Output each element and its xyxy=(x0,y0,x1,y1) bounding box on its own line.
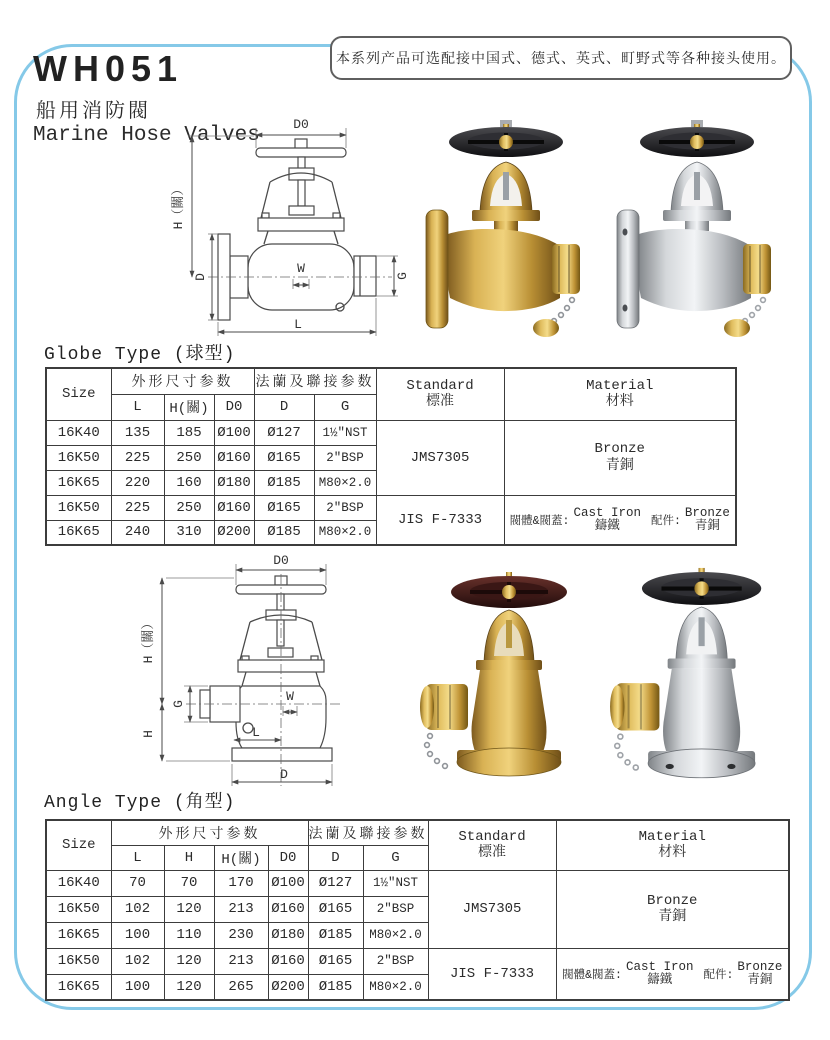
col-header-g: G xyxy=(314,394,376,420)
cell: Ø100 xyxy=(214,420,254,445)
cell: 225 xyxy=(111,495,164,520)
col-header-material: Material 材料 xyxy=(504,368,736,420)
cell: 2″BSP xyxy=(314,445,376,470)
angle-spec-table xyxy=(45,819,790,1001)
cell: Ø185 xyxy=(254,470,314,495)
cell: 240 xyxy=(111,520,164,545)
cell: Ø100 xyxy=(268,870,308,896)
col-group-connection: 法蘭及聯接参数 xyxy=(254,368,376,394)
cell: Ø160 xyxy=(268,948,308,974)
angle-valve-photo-bronze xyxy=(418,564,593,794)
cell: M80×2.0 xyxy=(314,470,376,495)
cell: 16K65 xyxy=(46,974,111,1000)
cell: Ø165 xyxy=(254,495,314,520)
product-title-en: Marine Hose Valves xyxy=(33,124,260,147)
table-row xyxy=(46,495,736,520)
dim-label-d0: D0 xyxy=(273,553,289,568)
cell: Ø185 xyxy=(308,922,363,948)
col-group-dimensions: 外形尺寸参数 xyxy=(111,368,254,394)
angle-section-label: Angle Type (角型) xyxy=(44,793,236,813)
cell: 2″BSP xyxy=(363,948,428,974)
drawn-globe-valve xyxy=(218,139,376,320)
material-cell: Bronze 青銅 xyxy=(504,420,736,495)
cell: 250 xyxy=(164,495,214,520)
cell: 16K50 xyxy=(46,495,111,520)
dim-label-w: W xyxy=(297,261,305,276)
cell: Ø127 xyxy=(308,870,363,896)
cell: 170 xyxy=(214,870,268,896)
cell: 213 xyxy=(214,896,268,922)
cell: 120 xyxy=(164,948,214,974)
cell: Ø200 xyxy=(268,974,308,1000)
col-group-dimensions: 外形尺寸参数 xyxy=(111,820,308,845)
col-header-h: H xyxy=(164,845,214,870)
cell: M80×2.0 xyxy=(363,922,428,948)
cell: 102 xyxy=(111,896,164,922)
dim-label-d: D xyxy=(193,273,208,281)
angle-valve-technical-drawing xyxy=(138,552,382,796)
dim-label-h: H（關） xyxy=(171,182,186,230)
angle-valve-photo-silver xyxy=(608,559,788,797)
col-header-material: Material 材料 xyxy=(556,820,789,870)
cell: Ø180 xyxy=(268,922,308,948)
cell: 100 xyxy=(111,974,164,1000)
cell: 102 xyxy=(111,948,164,974)
cell: 185 xyxy=(164,420,214,445)
table-row xyxy=(46,870,789,896)
table-row xyxy=(46,420,736,445)
cell: Ø185 xyxy=(254,520,314,545)
product-code: WH051 xyxy=(33,48,184,89)
dim-label-h-top: H（關） xyxy=(141,616,156,664)
standard-cell: JMS7305 xyxy=(428,870,556,948)
cell: Ø127 xyxy=(254,420,314,445)
cell: 160 xyxy=(164,470,214,495)
cell: 120 xyxy=(164,896,214,922)
globe-valve-photo-silver xyxy=(606,112,791,347)
col-header-d: D xyxy=(308,845,363,870)
compatibility-note-box xyxy=(330,36,792,80)
material-cell: Bronze 青銅 xyxy=(556,870,789,948)
cell: 100 xyxy=(111,922,164,948)
cell: 16K40 xyxy=(46,420,111,445)
cell: 16K50 xyxy=(46,445,111,470)
cell: 70 xyxy=(164,870,214,896)
chain xyxy=(743,298,766,324)
cell: Ø160 xyxy=(268,896,308,922)
handwheel xyxy=(640,127,754,157)
col-group-connection: 法蘭及聯接参数 xyxy=(308,820,428,845)
cell: 16K65 xyxy=(46,922,111,948)
cell: 16K50 xyxy=(46,896,111,922)
col-header-size: Size xyxy=(46,820,111,870)
cell: M80×2.0 xyxy=(363,974,428,1000)
material-cell: 閥體&閥蓋: Cast Iron 鑄鐵 配件: Bronze 青銅 xyxy=(556,948,789,1000)
chain xyxy=(425,734,448,769)
cell: 2″BSP xyxy=(363,896,428,922)
cell: Ø160 xyxy=(214,495,254,520)
cell: 16K40 xyxy=(46,870,111,896)
col-header-d0: D0 xyxy=(268,845,308,870)
dim-label-d0: D0 xyxy=(293,117,309,132)
cell: 250 xyxy=(164,445,214,470)
cell: 16K65 xyxy=(46,470,111,495)
standard-cell: JIS F-7333 xyxy=(428,948,556,1000)
handwheel xyxy=(449,127,563,157)
standard-cell: JIS F-7333 xyxy=(376,495,504,545)
cell: Ø165 xyxy=(254,445,314,470)
compatibility-note-text: 本系列产品可选配接中国式、德式、英式、町野式等各种接头使用。 xyxy=(336,52,786,68)
globe-valve-technical-drawing xyxy=(168,104,412,348)
material-cell: 閥體&閥蓋: Cast Iron 鑄鐵 配件: Bronze 青銅 xyxy=(504,495,736,545)
cell: 110 xyxy=(164,922,214,948)
cell: 310 xyxy=(164,520,214,545)
product-title-zh: 船用消防閥 xyxy=(36,101,151,124)
dim-label-g: G xyxy=(395,272,410,280)
cell: 230 xyxy=(214,922,268,948)
cell: Ø200 xyxy=(214,520,254,545)
handwheel xyxy=(642,572,761,605)
globe-spec-table xyxy=(45,367,737,546)
cell: 265 xyxy=(214,974,268,1000)
cell: Ø165 xyxy=(308,948,363,974)
cell: 1½″NST xyxy=(363,870,428,896)
handwheel xyxy=(451,576,567,608)
col-header-standard: Standard 標准 xyxy=(428,820,556,870)
cell: 120 xyxy=(164,974,214,1000)
cell: M80×2.0 xyxy=(314,520,376,545)
col-header-g: G xyxy=(363,845,428,870)
cell: 213 xyxy=(214,948,268,974)
cell: 70 xyxy=(111,870,164,896)
drawn-angle-valve xyxy=(200,576,332,761)
cell: 16K50 xyxy=(46,948,111,974)
globe-valve-photo-bronze xyxy=(420,112,595,347)
cell: 135 xyxy=(111,420,164,445)
dim-label-l: L xyxy=(294,317,302,332)
globe-section-label: Globe Type (球型) xyxy=(44,345,236,365)
col-header-hk: H(關) xyxy=(164,394,214,420)
cell: 225 xyxy=(111,445,164,470)
col-header-size: Size xyxy=(46,368,111,420)
cell: 1½″NST xyxy=(314,420,376,445)
cell: Ø165 xyxy=(308,896,363,922)
dim-label-w: W xyxy=(286,689,294,704)
col-header-d: D xyxy=(254,394,314,420)
cell: 16K65 xyxy=(46,520,111,545)
col-header-l: L xyxy=(111,394,164,420)
chain xyxy=(552,298,575,324)
dim-label-h: H xyxy=(141,730,156,738)
standard-cell: JMS7305 xyxy=(376,420,504,495)
cell: Ø185 xyxy=(308,974,363,1000)
col-header-standard: Standard 標准 xyxy=(376,368,504,420)
dim-label-l: L xyxy=(252,725,260,740)
cell: 220 xyxy=(111,470,164,495)
cell: 2″BSP xyxy=(314,495,376,520)
col-header-d0: D0 xyxy=(214,394,254,420)
table-row xyxy=(46,948,789,974)
dim-label-d: D xyxy=(280,767,288,782)
chain xyxy=(615,734,638,770)
cell: Ø180 xyxy=(214,470,254,495)
col-header-hk: H(關) xyxy=(214,845,268,870)
cell: Ø160 xyxy=(214,445,254,470)
dim-label-g: G xyxy=(171,700,186,708)
col-header-l: L xyxy=(111,845,164,870)
